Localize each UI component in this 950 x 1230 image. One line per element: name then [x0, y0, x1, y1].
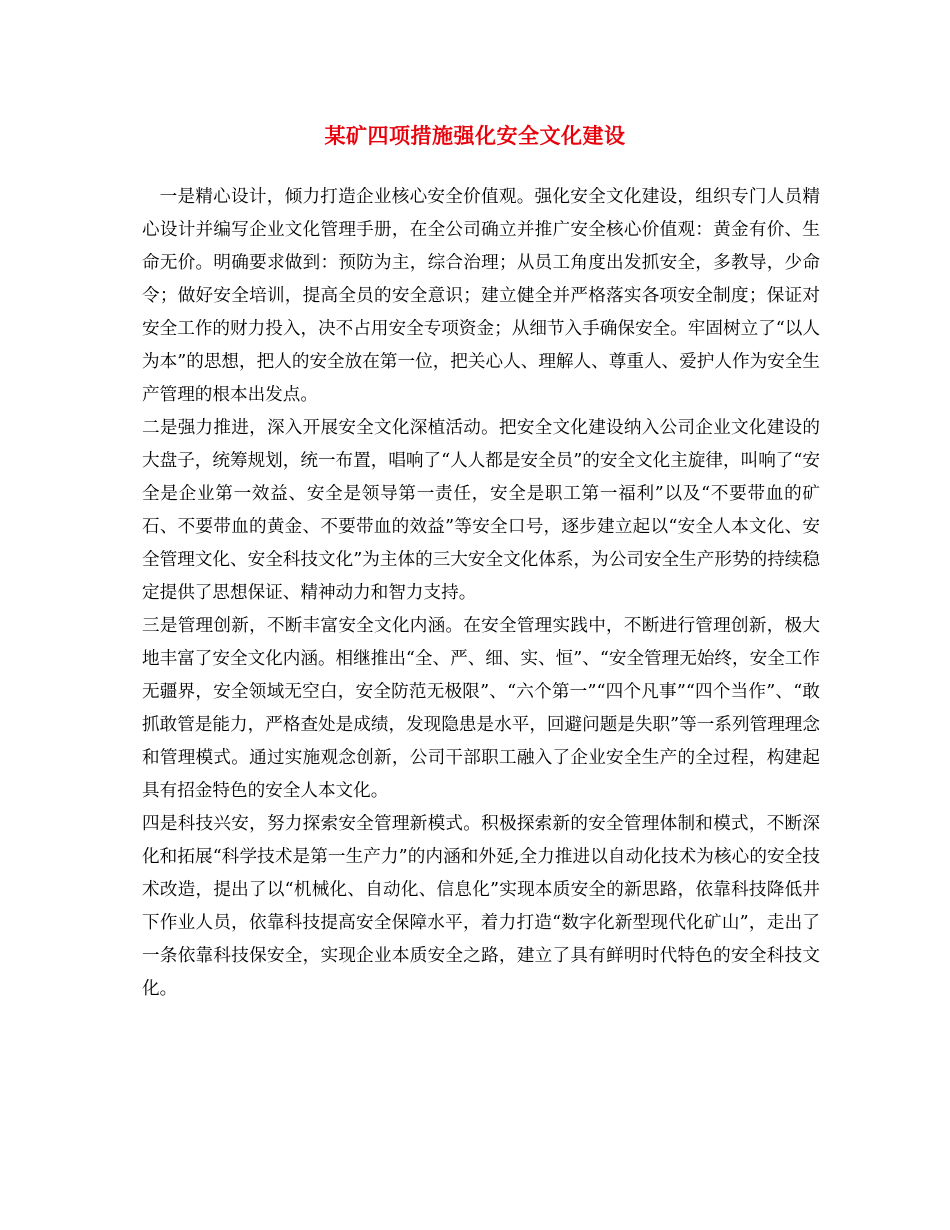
document-body	[142, 181, 820, 1006]
paragraph-4: 四是科技兴安，努力探索安全管理新模式。积极探索新的安全管理体制和模式，不断深化和拓展“科学技术是第一生产力”的内涵和外延,全力推进以自动化技术为核心的安全技术改造，提出了以“机械化、自动化、信息化”实现本质安全的新思路，依靠科技降低井下作业人员，依靠科技提高安全保障水平，着力打造“数字化新型现代化矿山”，走出了一条依靠科技保安全，实现企业本质安全之路，建立了具有鲜明时代特色的安全科技文化。	[142, 814, 820, 999]
paragraph-2: 二是强力推进，深入开展安全文化深植活动。把安全文化建设纳入公司企业文化建设的大盘子，统筹规划，统一布置，唱响了“人人都是安全员”的安全文化主旋律，叫响了“安全是企业第一效益、安全是领导第一责任，安全是职工第一福利”以及“不要带血的矿石、不要带血的黄金、不要带血的效益”等安全口号，逐步建立起以“安全人本文化、安全管理文化、安全科技文化”为主体的三大安全文化体系，为公司安全生产形势的持续稳定提供了思想保证、精神动力和智力支持。	[142, 418, 820, 603]
paragraph-1: 一是精心设计，倾力打造企业核心安全价值观。强化安全文化建设，组织专门人员精心设计并编写企业文化管理手册，在全公司确立并推广安全核心价值观：黄金有价、生命无价。明确要求做到：预防为主，综合治理；从员工角度出发抓安全，多教导，少命令；做好安全培训，提高全员的安全意识；建立健全并严格落实各项安全制度；保证对安全工作的财力投入，决不占用安全专项资金；从细节入手确保安全。牢固树立了“以人为本”的思想，把人的安全放在第一位，把关心人、理解人、尊重人、爱护人作为安全生产管理的根本出发点。	[142, 187, 820, 405]
document-title: 某矿四项措施强化安全文化建设	[324, 123, 626, 148]
paragraph-3: 三是管理创新，不断丰富安全文化内涵。在安全管理实践中，不断进行管理创新，极大地丰富了安全文化内涵。相继推出“全、严、细、实、恒”、“安全管理无始终，安全工作无疆界，安全领域无空白，安全防范无极限”、“六个第一”“四个凡事”“四个当作”、“敢抓敢管是能力，严格查处是成绩，发现隐患是水平，回避问题是失职”等一系列管理理念和管理模式。通过实施观念创新，公司干部职工融入了企业安全生产的全过程，构建起具有招金特色的安全人本文化。	[142, 616, 820, 801]
